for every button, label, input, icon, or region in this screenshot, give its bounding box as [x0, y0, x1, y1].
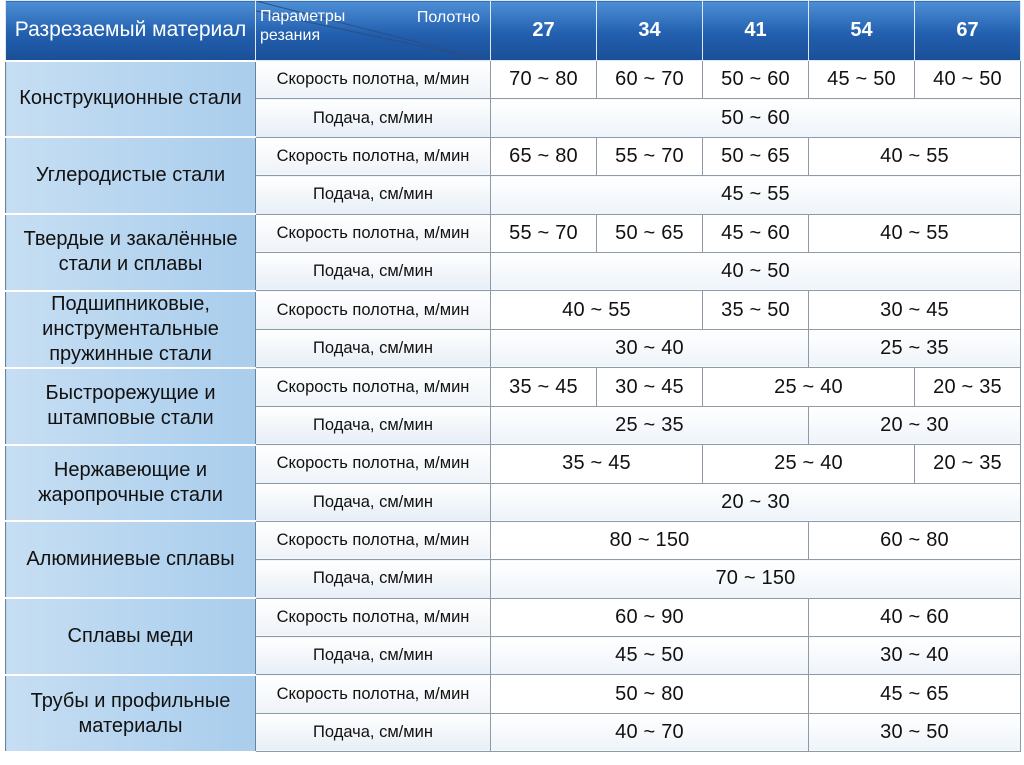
blade-header-27: 27 [491, 1, 597, 61]
cutting-parameters-table [5, 0, 1021, 752]
speed-value-cell: 80 ~ 150 [491, 521, 809, 559]
blade-header-41: 41 [703, 1, 809, 61]
speed-value-cell: 40 ~ 50 [915, 61, 1021, 99]
speed-label-cell: Скорость полотна, м/мин [256, 214, 491, 252]
speed-value-cell: 25 ~ 40 [703, 368, 915, 406]
speed-label-cell: Скорость полотна, м/мин [256, 61, 491, 99]
speed-label-cell: Скорость полотна, м/мин [256, 598, 491, 636]
speed-value-cell: 40 ~ 55 [809, 137, 1021, 175]
table-row-speed [6, 137, 1021, 175]
speed-value-cell: 30 ~ 45 [809, 291, 1021, 330]
feed-label-cell: Подача, см/мин [256, 637, 491, 675]
speed-value-cell: 35 ~ 45 [491, 368, 597, 406]
speed-value-cell: 25 ~ 40 [703, 445, 915, 483]
material-column-header: Разрезаемый материал [6, 1, 256, 61]
speed-value-cell: 60 ~ 80 [809, 521, 1021, 559]
feed-value-cell: 40 ~ 50 [491, 252, 1021, 290]
speed-value-cell: 35 ~ 50 [703, 291, 809, 330]
header-row [6, 1, 1021, 61]
material-name-cell: Сплавы меди [6, 598, 256, 675]
feed-value-cell: 20 ~ 30 [809, 406, 1021, 444]
material-name-cell: Быстрорежущие и штамповые стали [6, 368, 256, 445]
table-row-speed [6, 61, 1021, 99]
feed-value-cell: 25 ~ 35 [491, 406, 809, 444]
feed-value-cell: 30 ~ 40 [809, 637, 1021, 675]
material-name-cell: Конструкционные стали [6, 61, 256, 138]
speed-value-cell: 50 ~ 65 [703, 137, 809, 175]
blade-header-34: 34 [597, 1, 703, 61]
speed-value-cell: 65 ~ 80 [491, 137, 597, 175]
speed-value-cell: 35 ~ 45 [491, 445, 703, 483]
material-name-cell: Трубы и профильные материалы [6, 675, 256, 752]
speed-value-cell: 45 ~ 50 [809, 61, 915, 99]
speed-value-cell: 50 ~ 80 [491, 675, 809, 713]
speed-label-cell: Скорость полотна, м/мин [256, 368, 491, 406]
material-name-cell: Углеродистые стали [6, 137, 256, 214]
table-row-speed [6, 291, 1021, 330]
feed-label-cell: Подача, см/мин [256, 406, 491, 444]
material-name-cell: Нержавеющие и жаропрочные стали [6, 445, 256, 522]
speed-label-cell: Скорость полотна, м/мин [256, 445, 491, 483]
speed-value-cell: 55 ~ 70 [491, 214, 597, 252]
speed-label-cell: Скорость полотна, м/мин [256, 675, 491, 713]
speed-value-cell: 40 ~ 55 [491, 291, 703, 330]
speed-value-cell: 45 ~ 60 [703, 214, 809, 252]
speed-value-cell: 20 ~ 35 [915, 368, 1021, 406]
speed-value-cell: 50 ~ 65 [597, 214, 703, 252]
blade-header-54: 54 [809, 1, 915, 61]
cutting-parameters-table-wrapper [5, 0, 1020, 750]
feed-value-cell: 30 ~ 40 [491, 329, 809, 368]
speed-label-cell: Скорость полотна, м/мин [256, 291, 491, 330]
table-row-speed [6, 598, 1021, 636]
speed-value-cell: 20 ~ 35 [915, 445, 1021, 483]
table-row-speed [6, 675, 1021, 713]
speed-value-cell: 40 ~ 55 [809, 214, 1021, 252]
params-blade-corner-header [256, 1, 491, 61]
speed-value-cell: 50 ~ 60 [703, 61, 809, 99]
feed-label-cell: Подача, см/мин [256, 176, 491, 214]
speed-value-cell: 70 ~ 80 [491, 61, 597, 99]
speed-value-cell: 45 ~ 65 [809, 675, 1021, 713]
table-row-speed [6, 445, 1021, 483]
feed-label-cell: Подача, см/мин [256, 560, 491, 598]
material-name-cell: Твердые и закалённые стали и сплавы [6, 214, 256, 291]
feed-label-cell: Подача, см/мин [256, 713, 491, 751]
feed-label-cell: Подача, см/мин [256, 329, 491, 368]
feed-value-cell: 70 ~ 150 [491, 560, 1021, 598]
speed-label-cell: Скорость полотна, м/мин [256, 137, 491, 175]
blade-header-label: Полотно [416, 9, 480, 26]
table-row-speed [6, 214, 1021, 252]
table-row-speed [6, 521, 1021, 559]
table-body [6, 61, 1021, 752]
speed-value-cell: 30 ~ 45 [597, 368, 703, 406]
feed-label-cell: Подача, см/мин [256, 483, 491, 521]
feed-value-cell: 25 ~ 35 [809, 329, 1021, 368]
feed-value-cell: 45 ~ 55 [491, 176, 1021, 214]
blade-header-67: 67 [915, 1, 1021, 61]
params-header-label: Параметры резания [260, 8, 346, 44]
feed-value-cell: 30 ~ 50 [809, 713, 1021, 751]
speed-value-cell: 60 ~ 90 [491, 598, 809, 636]
feed-label-cell: Подача, см/мин [256, 252, 491, 290]
feed-value-cell: 45 ~ 50 [491, 637, 809, 675]
speed-value-cell: 40 ~ 60 [809, 598, 1021, 636]
speed-value-cell: 60 ~ 70 [597, 61, 703, 99]
material-name-cell: Алюминиевые сплавы [6, 521, 256, 598]
feed-label-cell: Подача, см/мин [256, 99, 491, 137]
feed-value-cell: 40 ~ 70 [491, 713, 809, 751]
feed-value-cell: 20 ~ 30 [491, 483, 1021, 521]
speed-label-cell: Скорость полотна, м/мин [256, 521, 491, 559]
speed-value-cell: 55 ~ 70 [597, 137, 703, 175]
table-row-speed [6, 368, 1021, 406]
feed-value-cell: 50 ~ 60 [491, 99, 1021, 137]
material-name-cell: Подшипниковые, инструментальные пружинные стали [6, 291, 256, 368]
